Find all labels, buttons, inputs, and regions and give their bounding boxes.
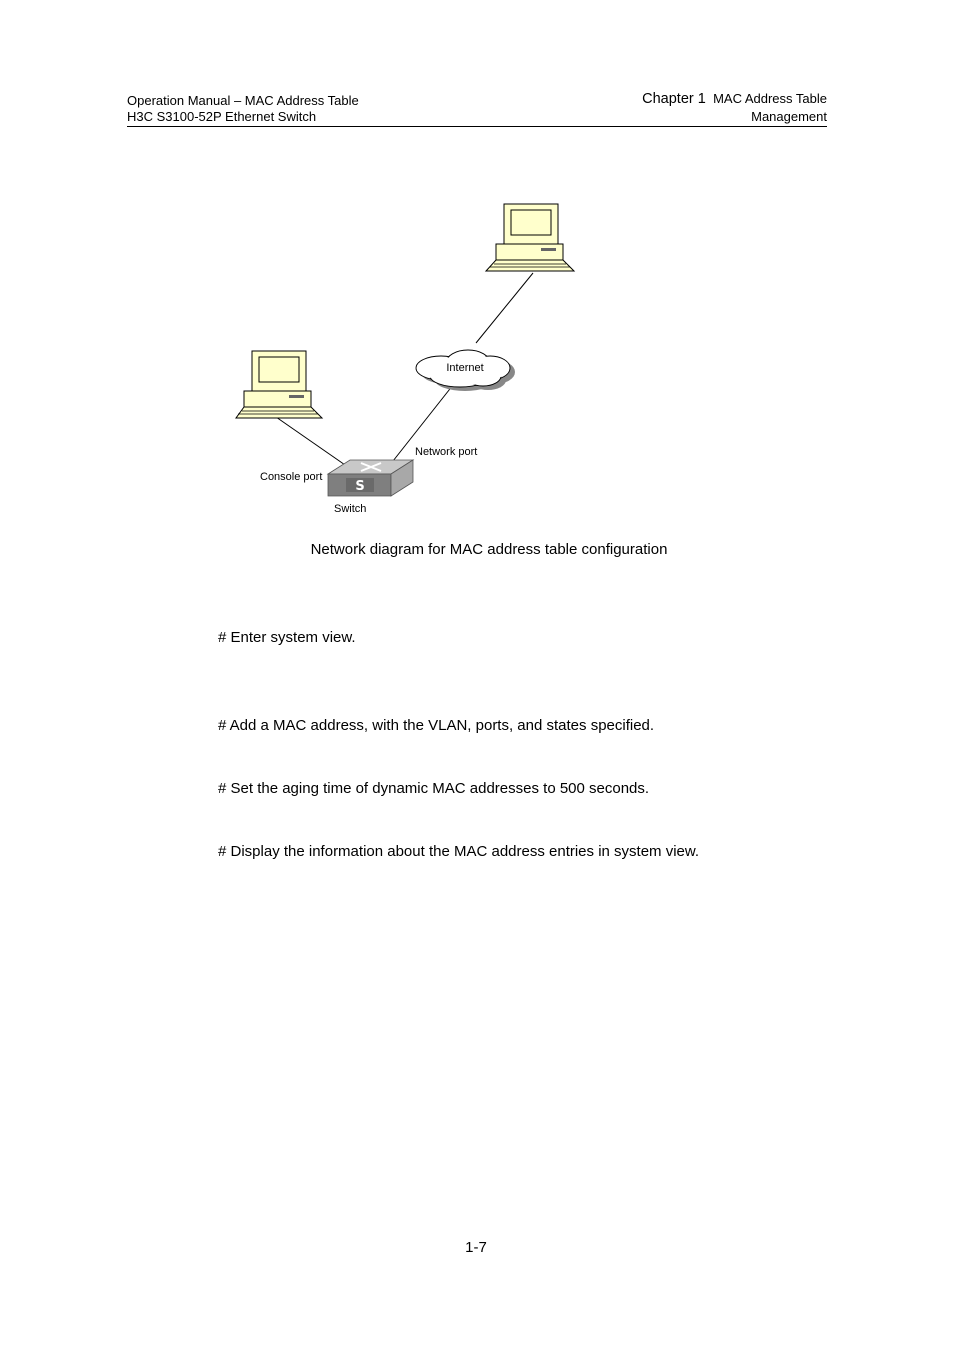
network-port-label: Network port	[415, 446, 478, 458]
header-right-chapter	[642, 91, 827, 107]
switch-icon	[328, 460, 413, 496]
cloud-label: Internet	[446, 362, 484, 374]
header-chapter-title-1: MAC Address Table	[713, 91, 827, 106]
console-cable-line	[276, 417, 348, 467]
step-set-aging-time: # Set the aging time of dynamic MAC addresses to 500 seconds.	[218, 780, 650, 797]
local-pc-icon	[236, 351, 322, 418]
network-diagram	[228, 195, 588, 520]
header-chapter-title-2: Management	[751, 109, 827, 124]
step-display-mac-entries: # Display the information about the MAC address entries in system view.	[218, 843, 700, 860]
page-number: 1-7	[465, 1239, 487, 1256]
header-left-product: H3C S3100-52P Ethernet Switch	[127, 109, 317, 124]
header-chapter-number: Chapter 1	[642, 91, 706, 107]
header-left-title: Operation Manual – MAC Address Table	[127, 93, 359, 108]
figure-caption: Network diagram for MAC address table configuration	[310, 541, 668, 558]
switch-badge-icon: S	[355, 479, 365, 494]
step-add-mac-address: # Add a MAC address, with the VLAN, ports, and states specified.	[218, 717, 655, 734]
internet-cloud-icon	[416, 350, 515, 391]
header-rule	[127, 126, 827, 127]
remote-cable-line	[476, 273, 533, 343]
step-enter-system-view: # Enter system view.	[218, 629, 356, 646]
remote-pc-icon	[486, 204, 574, 271]
switch-label: Switch	[334, 503, 367, 515]
console-port-label: Console port	[260, 471, 323, 483]
